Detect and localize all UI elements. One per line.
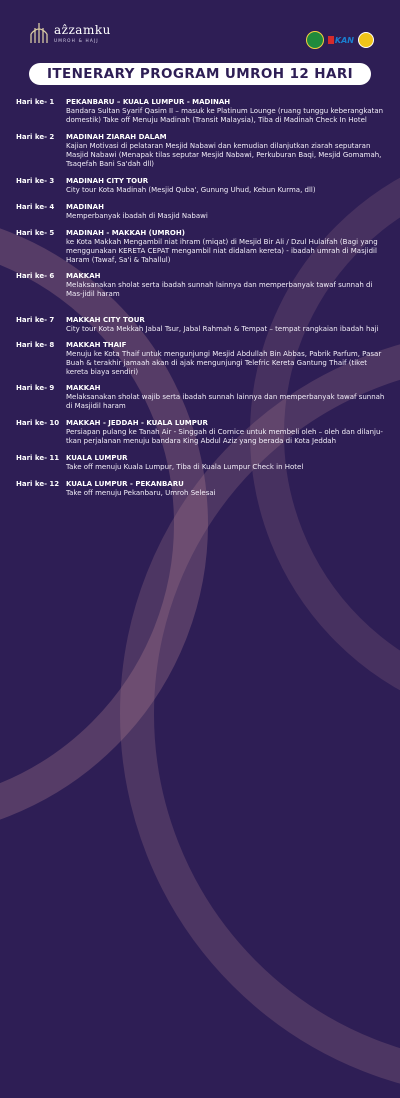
day-title: KUALA LUMPUR - PEKANBARU — [66, 480, 184, 488]
itinerary-day — [16, 229, 386, 265]
day-label: Hari ke- 5 — [16, 229, 55, 237]
day-description: Memperbanyak ibadah di Masjid Nabawi — [66, 212, 208, 220]
page-title: ITENERARY PROGRAM UMROH 12 HARI — [29, 63, 371, 85]
amphuri-logo-icon — [358, 32, 374, 48]
day-title: MADINAH ZIARAH DALAM — [66, 133, 167, 141]
day-title: MADINAH - MAKKAH (UMROH) — [66, 229, 185, 237]
day-label: Hari ke- 7 — [16, 316, 55, 324]
day-label: Hari ke- 6 — [16, 272, 55, 280]
day-description: ke Kota Makkah Mengambil niat ihram (miqat) di Mesjid Bir Ali / Dzul Hulaifah (Bagi yang menggunakan KERETA CEPAT mengambil niat didalam kereta) - ibadah umrah di Masjidil Haram (Tawaf, Sa'i & Tahallul) — [66, 238, 378, 264]
itinerary-day — [16, 419, 386, 446]
itinerary-day — [16, 177, 386, 195]
day-description: Bandara Sultan Syarif Qasim II – masuk ke Platinum Lounge (ruang tunggu keberangkatan domestik) Take off Menuju Madinah (Transit Malaysia), Tiba di Madinah Check In Hotel — [66, 107, 384, 124]
header — [0, 0, 400, 60]
day-label: Hari ke- 2 — [16, 133, 55, 141]
day-label: Hari ke- 4 — [16, 203, 55, 211]
day-description: Menuju ke Kota Thaif untuk mengunjungi Mesjid Abdullah Bin Abbas, Pabrik Parfum, Pasar Buah & terakhir jamaah akan di ajak mengunjungi Telefric Kereta Gantung Thaif (tiket kereta biaya sendiri) — [66, 350, 382, 376]
itinerary-day — [16, 133, 386, 169]
day-description: City tour Kota Mekkah Jabal Tsur, Jabal Rahmah & Tempat – tempat rangkaian ibadah haji — [66, 325, 379, 333]
day-title: MADINAH — [66, 203, 104, 211]
itinerary-day — [16, 384, 386, 411]
kemenag-logo-icon — [306, 31, 324, 49]
kan-label: KAN — [334, 35, 354, 45]
day-label: Hari ke- 9 — [16, 384, 55, 392]
day-label: Hari ke- 10 — [16, 419, 60, 427]
itinerary-day — [16, 341, 386, 377]
partner-logos — [306, 31, 374, 49]
day-title: MAKKAH THAIF — [66, 341, 127, 349]
day-title: MAKKAH CITY TOUR — [66, 316, 145, 324]
day-title: MAKKAH — [66, 272, 101, 280]
day-title: MADINAH CITY TOUR — [66, 177, 149, 185]
day-label: Hari ke- 3 — [16, 177, 55, 185]
itinerary-day — [16, 316, 386, 334]
day-description: Take off menuju Pekanbaru, Umroh Selesai — [66, 489, 216, 497]
day-description: City tour Kota Madinah (Mesjid Quba', Gunung Uhud, Kebun Kurma, dll) — [66, 186, 316, 194]
day-label: Hari ke- 12 — [16, 480, 60, 488]
day-label: Hari ke- 11 — [16, 454, 60, 462]
day-description: Take off menuju Kuala Lumpur, Tiba di Kuala Lumpur Check in Hotel — [66, 463, 304, 471]
day-title: PEKANBARU – KUALA LUMPUR - MADINAH — [66, 98, 231, 106]
day-description: Persiapan pulang ke Tanah Air - Singgah di Cornice untuk membeli oleh – oleh dan dilanju-tkan perjalanan menuju bandara King Abdul Aziz yang berada di Kota Jeddah — [66, 428, 383, 445]
brand-logo — [30, 22, 111, 44]
day-title: MAKKAH - JEDDAH - KUALA LUMPUR — [66, 419, 208, 427]
kan-logo — [328, 36, 354, 45]
day-label: Hari ke- 1 — [16, 98, 55, 106]
brand-mark-icon — [30, 22, 48, 44]
itinerary-day — [16, 480, 386, 498]
brand-subtitle: UMROH & HAJJ — [54, 37, 99, 43]
day-label: Hari ke- 8 — [16, 341, 55, 349]
flag-icon — [328, 36, 334, 44]
day-description: Melaksanakan sholat wajib serta ibadah sunnah lainnya dan memperbanyak tawaf sunnah di Masjidil haram — [66, 393, 385, 410]
day-description: Melaksanakan sholat serta ibadah sunnah lainnya dan memperbanyak tawaf sunnah di Mas-jidil haram — [66, 281, 373, 298]
itinerary-day — [16, 272, 386, 299]
brand-name: aẑzamku — [54, 22, 111, 37]
day-title: KUALA LUMPUR — [66, 454, 128, 462]
day-title: MAKKAH — [66, 384, 101, 392]
day-description: Kajian Motivasi di pelataran Mesjid Nabawi dan kemudian dilanjutkan ziarah seputaran Masjid Nabawi (Menapak tilas seputar Mesjid Nabawi, Perkuburan Baqi, Mesjid Gomamah, Tsaqefah Bani Sa'dah dll) — [66, 142, 382, 168]
itinerary-day — [16, 454, 386, 472]
itinerary-day — [16, 203, 386, 221]
itinerary-day — [16, 98, 386, 125]
